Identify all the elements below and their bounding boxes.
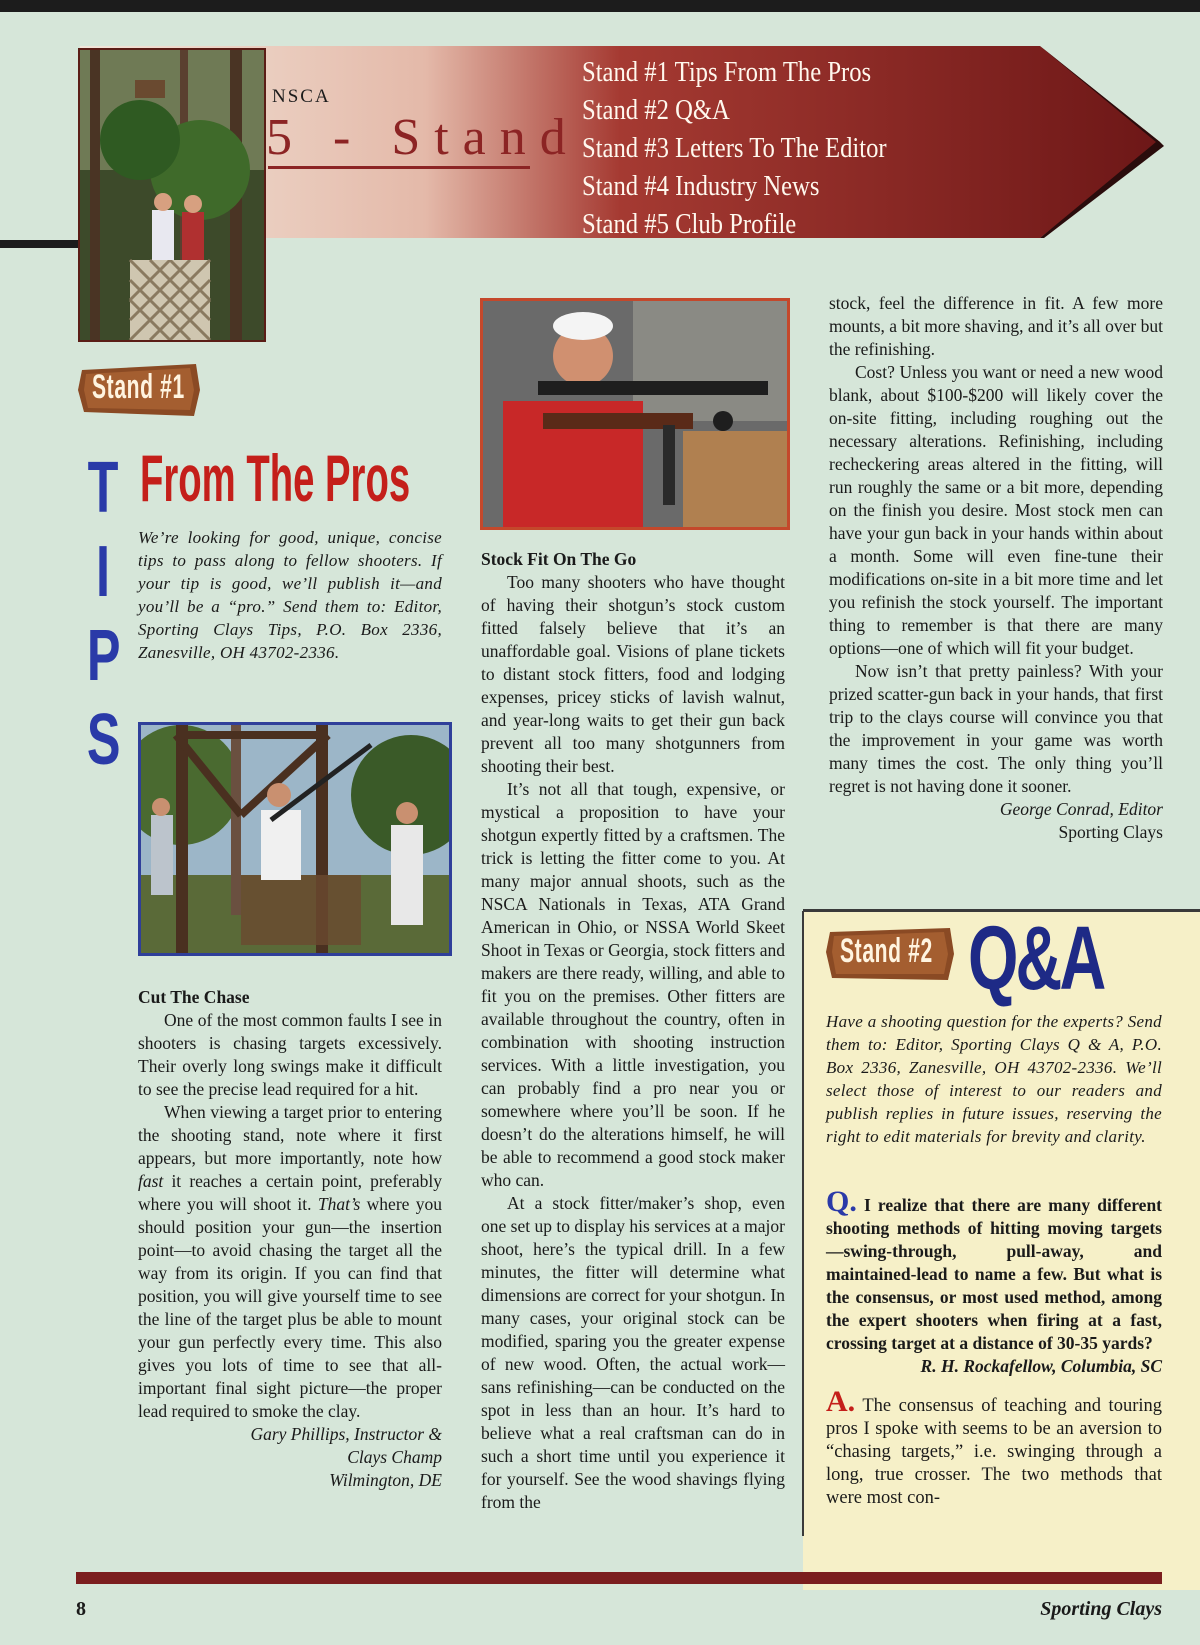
title-underline	[268, 166, 530, 169]
tips-letter: S	[86, 700, 121, 780]
tips-vertical-word	[80, 446, 126, 782]
stand-menu	[582, 54, 928, 244]
tips-intro: We’re looking for good, unique, concise tips to pass along to fellow shooters. If your tip is good, we’ll publish it—and you’ll be a “pro.” Send them to: Editor, Sporting Clays Tips, P.O. Box 2336, Zanesville, OH 43702-2336.	[138, 528, 442, 662]
stockfit-paragraph: Now isn’t that pretty painless? With your prized scatter-gun back in your hands, that first trip to the clays course will convince you that the improvement in your game was worth many times the cost. The only thing you’ll regret is not having done it sooner.	[829, 661, 1163, 796]
q-marker: Q.	[826, 1185, 857, 1218]
stockfit-continued	[829, 292, 1163, 844]
page-number: 8	[76, 1598, 86, 1620]
chase-paragraph: When viewing a target prior to entering the shooting stand, note where it first appears, but more importantly, note how fast it reaches a certain point, preferably where you will shoot it. That’s where you should position your gun—the insertion point—to avoid chasing the target all the way from its origin. If you can find that position, you will give yourself time to see the line of the target plus be able to mount your gun perfectly every time. This also gives you lots of time to see that all-important final sight picture—the proper lead required to smoke the clay.	[138, 1102, 442, 1421]
footer-rule	[76, 1572, 1162, 1584]
stockfit-article	[481, 548, 785, 1514]
stockfit-signature: George Conrad, Editor	[999, 799, 1163, 819]
menu-item-stand4: Stand #4 Industry News	[582, 171, 820, 202]
section-title: 5 - Stand	[266, 109, 580, 166]
chase-article	[138, 986, 442, 1492]
tips-heading: From The Pros	[140, 441, 411, 515]
chase-signature: Gary Phillips, Instructor &	[250, 1424, 442, 1444]
page-bottom	[0, 1590, 1200, 1645]
stock-fitter-photo	[480, 298, 790, 530]
stand2-sign	[826, 924, 956, 989]
stockfit-heading: Stock Fit On The Go	[481, 549, 637, 569]
chase-heading: Cut The Chase	[138, 987, 250, 1007]
chase-signature: Clays Champ	[347, 1447, 442, 1467]
tips-letter: P	[86, 616, 121, 696]
qa-intro: Have a shooting question for the experts? Send them to: Editor, Sporting Clays Q & A, P.O. Box 2336, Zanesville, OH 43702-2336. We’ll select those of interest to our readers and publish replies in future issues, reserving the right to edit materials for brevity and clarity.	[826, 1012, 1162, 1146]
stand1-sign	[78, 360, 204, 425]
banner-rule	[0, 240, 82, 248]
stockfit-paragraph: stock, feel the difference in fit. A few more mounts, a bit more shaving, and it’s all over but the refinishing.	[829, 293, 1163, 359]
menu-item-stand3: Stand #3 Letters To The Editor	[582, 133, 887, 164]
magazine-name: Sporting Clays	[1040, 1598, 1162, 1620]
qa-content	[826, 1185, 1163, 1510]
top-edge	[0, 0, 1200, 12]
stockfit-paragraph: At a stock fitter/maker’s shop, even one set up to display his services at a major shoot, here’s the typical drill. In a few minutes, the fitter will determine what dimensions are correct for your shotgun. In many cases, your original stock can be modified, sparing you the greater expense of new wood. Often, the actual work—sans refinishing—can be conducted on the spot in less than an hour. It’s hard to believe what a real craftsman can do in such a short time until you experience it for yourself. See the wood shavings flying from the	[481, 1193, 785, 1512]
stand-tower-photo	[78, 48, 266, 342]
a-marker: A.	[826, 1385, 856, 1418]
stockfit-paragraph: Too many shooters who have thought of having their shotgun’s stock custom fitted falsely believe that it’s an unaffordable goal. Visions of plane tickets to distant stock fitters, food and lodging expenses, pricey sticks of lavish walnut, and year-long waits to get their gun back prevent all too many shotgunners from shooting their best.	[481, 572, 785, 776]
qa-heading: Q&A	[968, 909, 1104, 1009]
menu-item-stand2: Stand #2 Q&A	[582, 95, 730, 126]
shooter-photo	[138, 722, 452, 956]
qa-answer: A. The consensus of teaching and touring pros I spoke with seems to be an aversion to “chasing targets,” i.e. swinging through a long, true crosser. The two methods that were most con-	[826, 1385, 1163, 1508]
stand1-sign-label: Stand #1	[92, 368, 185, 406]
qa-box-border	[802, 911, 804, 1536]
menu-item-stand5: Stand #5 Club Profile	[582, 209, 797, 240]
stockfit-signature: Sporting Clays	[1058, 822, 1163, 842]
qa-question: Q. I realize that there are many different shooting methods of hitting moving targets—swing-through, pull-away, and maintained-lead to name a few. But what is the consensus, or most used method, among the expert shooters when firing at a fast, crossing target at a distance of 30-35 yards?	[826, 1185, 1163, 1353]
chase-signature: Wilmington, DE	[329, 1470, 442, 1490]
stand2-sign-label: Stand #2	[840, 932, 933, 970]
org-label: NSCA	[272, 86, 331, 107]
tips-letter: I	[95, 532, 110, 612]
tips-letter: T	[87, 448, 119, 528]
qa-asker: R. H. Rockafellow, Columbia, SC	[920, 1356, 1162, 1376]
chase-paragraph: One of the most common faults I see in shooters is chasing targets excessively. Their overly long swings make it difficult to see the precise lead required for a hit.	[138, 1010, 442, 1099]
menu-item-stand1: Stand #1 Tips From The Pros	[582, 57, 872, 88]
stockfit-paragraph: Cost? Unless you want or need a new wood blank, about $100-$200 will likely cover the on-site fitting, including roughing out the necessary alterations. Refinishing, including recheckering areas altered in the fitting, will run roughly the same or a bit more, depending on the finish you desire. Most stock men can have your gun back in your hands within about a month. Some will even fine-tune their modifications on-site in a bit more time and let you refinish the stock yourself. The important thing to remember is that there are many options—one of which will fit your budget.	[829, 362, 1163, 658]
stockfit-paragraph: It’s not all that tough, expensive, or mystical a proposition to have your shotgun expertly fitted by a craftsmen. The trick is letting the fitter come to you. At many major annual shoots, such as the NSCA Nationals in Texas, ATA Grand American in Ohio, or NSSA World Skeet Shoot in Texas or Georgia, stock fitters and makers are there ready, willing, and able to fit you on the premises. Other fitters are available throughout the country, often in combination with shooting instruction services. With a little investigation, you can probably find a pro near you or somewhere where you’ll be soon. If he doesn’t do the alterations himself, he will be able to recommend a good stock maker who can.	[481, 779, 785, 1190]
